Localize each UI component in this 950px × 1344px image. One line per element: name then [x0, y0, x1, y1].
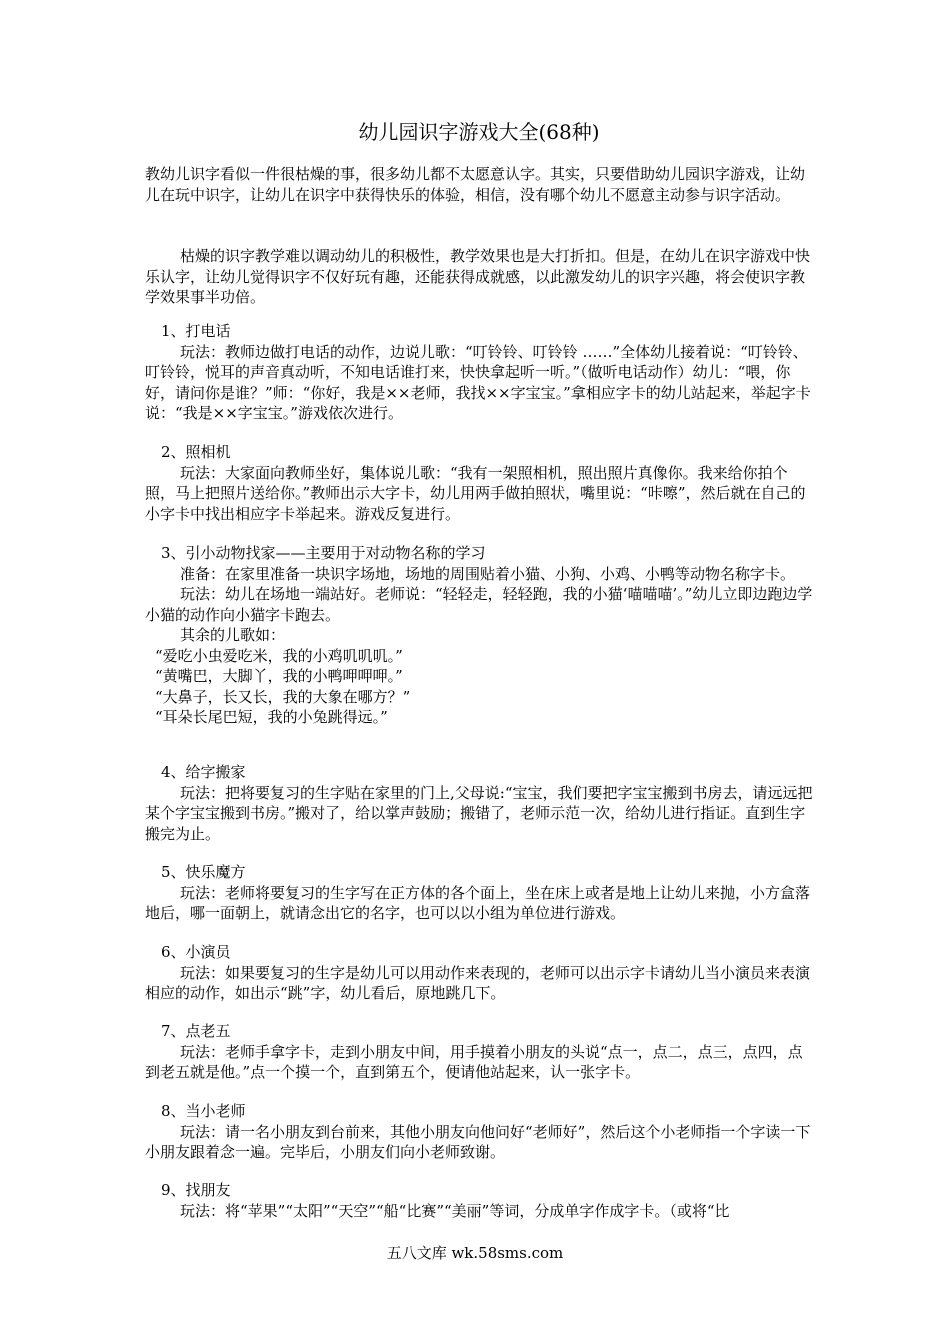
section-1 — [145, 321, 813, 424]
intro-paragraph — [145, 246, 813, 308]
section-prep: 准备：在家里准备一块识字场地，场地的周围贴着小猫、小狗、小鸡、小鸭等动物名称字卡。 — [180, 564, 796, 583]
intro-text-2: 枯燥的识字教学难以调动幼儿的积极性，教学效果也是大打折扣。但是，在幼儿在识字游戏中快乐认字，让幼儿觉得识字不仅好玩有趣，还能获得成就感，以此激发幼儿的识字兴趣，将会使识字教学效果事半功倍。 — [145, 247, 811, 306]
rhyme-line: “爱吃小虫爱吃米，我的小鸡叽叽叽。” — [155, 646, 403, 665]
section-6 — [145, 942, 813, 1004]
section-7 — [145, 1021, 813, 1083]
rhyme-line: “黄嘴巴，大脚丫，我的小鸭呷呷呷。” — [155, 667, 403, 685]
section-heading: 3、引小动物找家——主要用于对动物名称的学习 — [161, 544, 486, 562]
section-5 — [145, 862, 813, 924]
rhymes-label: 其余的儿歌如： — [180, 626, 286, 644]
section-body: 玩法：如果要复习的生字是幼儿可以用动作来表现的，老师可以出示字卡请幼儿当小演员来表演相应的动作，如出示“跳”字，幼儿看后，原地跳几下。 — [145, 963, 811, 1002]
section-body: 玩法：大家面向教师坐好，集体说儿歌：“我有一架照相机，照出照片真像你。我来给你拍个照，马上把照片送给你。”教师出示大字卡，幼儿用两手做拍照状，嘴里说：“咔嚓”，然后就在自己的小字卡中找出相应字卡举起来。游戏反复进行。 — [145, 463, 806, 523]
rhyme-line: “大鼻子，长又长，我的大象在哪方？” — [155, 687, 411, 706]
section-heading: 5、快乐魔方 — [161, 863, 246, 881]
footer-watermark: 五八文库 wk.58sms.com — [386, 1244, 564, 1262]
section-heading: 2、照相机 — [161, 443, 231, 461]
section-heading: 9、找朋友 — [161, 1181, 231, 1199]
section-body: 玩法：把将要复习的生字贴在家里的门上,父母说:“宝宝，我们要把字宝宝搬到书房去，请远远把某个字宝宝搬到书房。”搬对了，给以掌声鼓励；搬错了，老师示范一次，给幼儿进行指证。直到生字搬完为止。 — [145, 783, 813, 843]
section-body: 玩法：幼儿在场地一端站好。老师说：“轻轻走，轻轻跑，我的小猫‘喵喵喵’。”幼儿立即边跑边学小猫的动作向小猫字卡跑去。 — [145, 585, 813, 624]
section-body: 玩法：老师手拿字卡，走到小朋友中间，用手摸着小朋友的头说“点一，点二，点三，点四，点到老五就是他。”点一个摸一个，直到第五个，便请他站起来，认一张字卡。 — [145, 1042, 803, 1081]
section-heading: 8、当小老师 — [161, 1102, 246, 1120]
section-heading: 6、小演员 — [161, 943, 231, 961]
section-heading: 1、打电话 — [161, 322, 231, 340]
section-heading: 4、给字搬家 — [161, 763, 246, 781]
section-body: 玩法：请一名小朋友到台前来，其他小朋友向他问好“老师好”，然后这个小老师指一个字读一下小朋友跟着念一遍。完毕后，小朋友们向小老师致谢。 — [145, 1122, 811, 1161]
rhyme-line: “耳朵长尾巴短，我的小兔跳得远。” — [155, 708, 388, 726]
intro-text-1: 教幼儿识字看似一件很枯燥的事，很多幼儿都不太愿意认字。其实，只要借助幼儿园识字游戏，让幼儿在玩中识字，让幼儿在识字中获得快乐的体验，相信，没有哪个幼儿不愿意主动参与识字活动。 — [145, 165, 806, 204]
section-heading: 7、点老五 — [161, 1022, 231, 1040]
intro-paragraph — [145, 164, 813, 205]
section-4 — [145, 762, 813, 844]
section-body: 玩法：教师边做打电话的动作，边说儿歌：“叮铃铃、叮铃铃 ……”全体幼儿接着说：“叮铃铃、叮铃铃，悦耳的声音真动听，不知电话谁打来，快快拿起听一听。”（做听电话动作）幼儿：“喂，你好，请问你是谁？”师：“你好，我是××老师，我找××字宝宝。”拿相应字卡的幼儿站起来，举起字卡说：“我是××字宝宝。”游戏依次进行。 — [145, 342, 811, 422]
section-9 — [145, 1180, 813, 1221]
section-body: 玩法：老师将要复习的生字写在正方体的各个面上，坐在床上或者是地上让幼儿来抛，小方盒落地后，哪一面朝上，就请念出它的名字，也可以以小组为单位进行游戏。 — [145, 883, 811, 922]
document-title: 幼儿园识字游戏大全(68种) — [358, 120, 600, 144]
section-2 — [145, 442, 813, 524]
section-3 — [145, 543, 813, 728]
section-8 — [145, 1101, 813, 1163]
section-body: 玩法：将“苹果”“太阳”“天空”“船“比赛”“美丽”等词，分成单字作成字卡。（或将“比 — [180, 1201, 730, 1220]
